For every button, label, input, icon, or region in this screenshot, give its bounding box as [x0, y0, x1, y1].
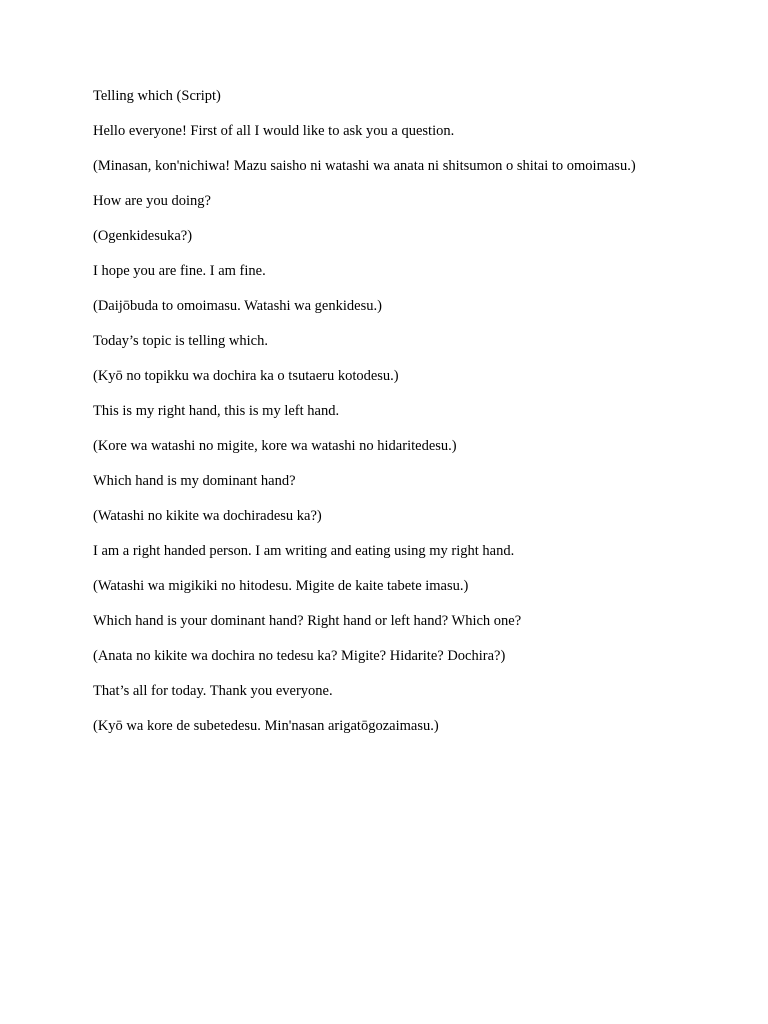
script-line-romaji: (Minasan, kon'nichiwa! Mazu saisho ni watashi wa anata ni shitsumon o shitai to omoimasu.) — [93, 158, 636, 174]
script-line-english: Hello everyone! First of all I would like to ask you a question. — [93, 123, 455, 139]
script-line-romaji: (Kyō wa kore de subetedesu. Min'nasan arigatōgozaimasu.) — [93, 718, 439, 734]
document-title: Telling which (Script) — [93, 88, 221, 104]
script-line-english: I am a right handed person. I am writing and eating using my right hand. — [93, 543, 515, 559]
script-line-english: I hope you are fine. I am fine. — [93, 263, 266, 279]
script-line-romaji: (Watashi no kikite wa dochiradesu ka?) — [93, 508, 322, 524]
script-line-romaji: (Ogenkidesuka?) — [93, 228, 193, 244]
script-line-english: Which hand is my dominant hand? — [93, 473, 296, 489]
script-line-english: That’s all for today. Thank you everyone. — [93, 683, 333, 699]
script-line-english: How are you doing? — [93, 193, 211, 209]
script-line-romaji: (Anata no kikite wa dochira no tedesu ka? Migite? Hidarite? Dochira?) — [93, 648, 506, 664]
script-line-english: This is my right hand, this is my left hand. — [93, 403, 340, 419]
script-body — [93, 86, 733, 751]
script-line-romaji: (Kore wa watashi no migite, kore wa watashi no hidaritedesu.) — [93, 438, 457, 454]
script-line-english: Today’s topic is telling which. — [93, 333, 268, 349]
script-line-romaji: (Daijōbuda to omoimasu. Watashi wa genkidesu.) — [93, 298, 382, 314]
script-line-romaji: (Watashi wa migikiki no hitodesu. Migite de kaite tabete imasu.) — [93, 578, 469, 594]
script-line-english: Which hand is your dominant hand? Right hand or left hand? Which one? — [93, 613, 522, 629]
script-line-romaji: (Kyō no topikku wa dochira ka o tsutaeru kotodesu.) — [93, 368, 399, 384]
